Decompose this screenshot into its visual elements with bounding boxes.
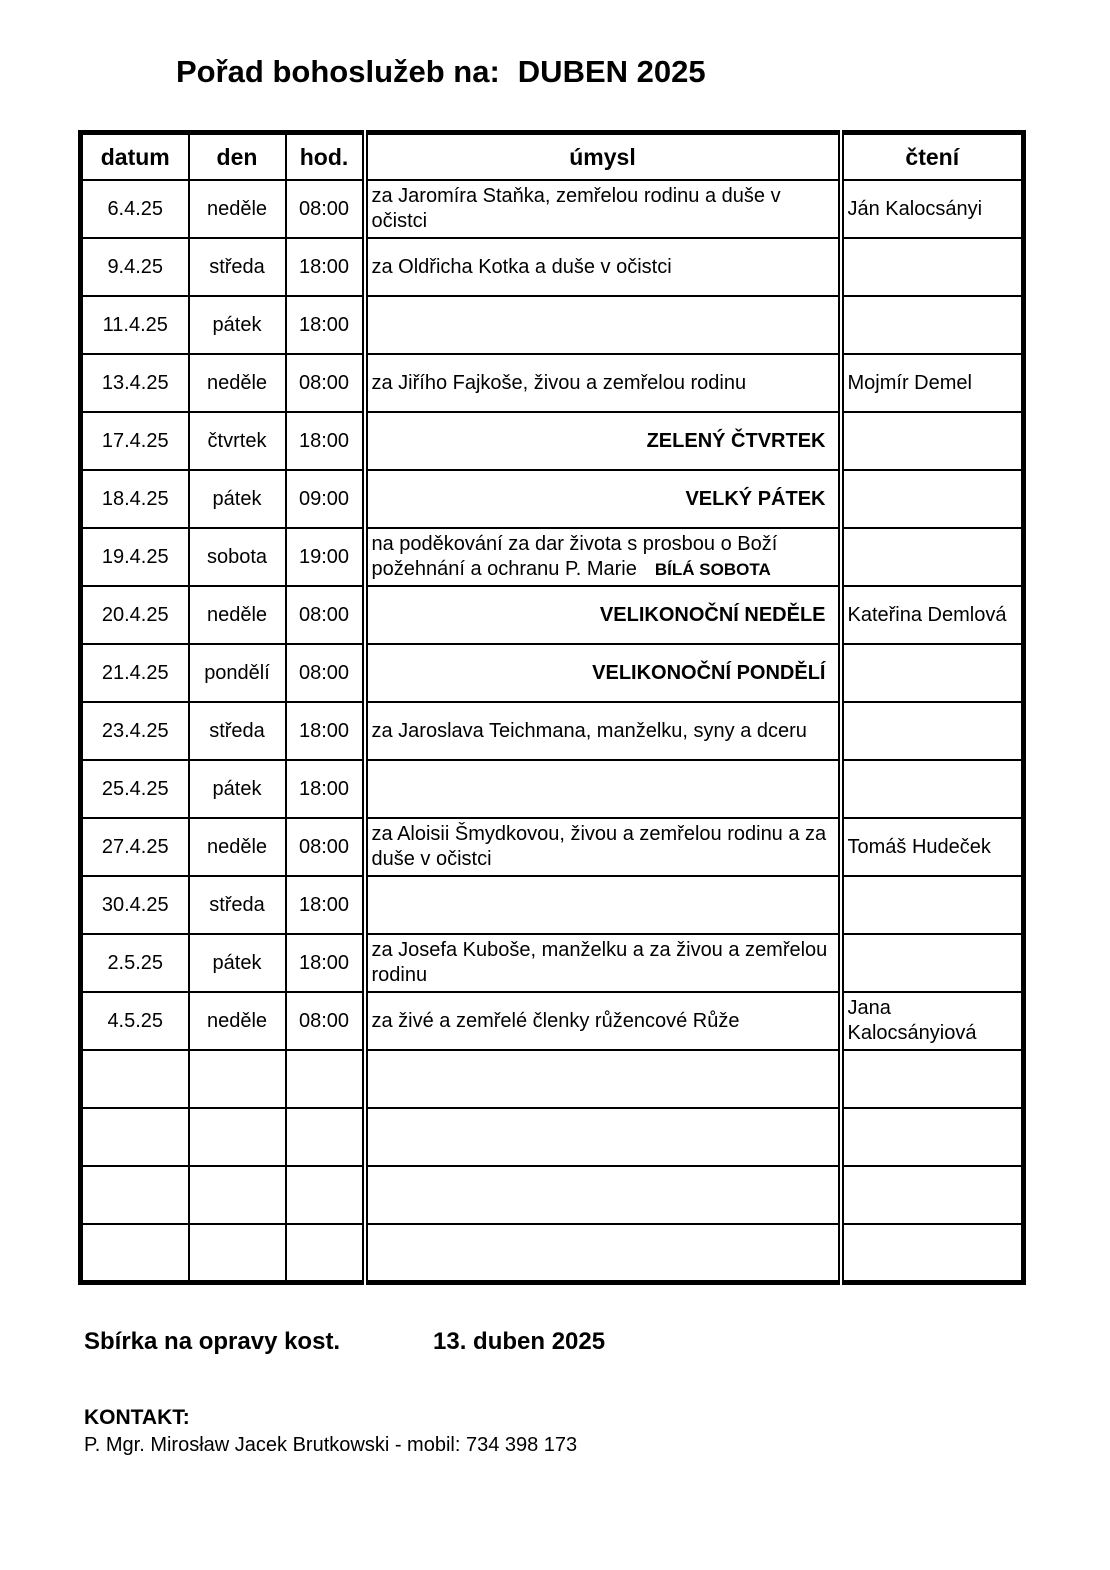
schedule-table (78, 130, 1026, 1285)
cell-hod: 08:00 (286, 992, 365, 1050)
cell-den: pondělí (189, 644, 286, 702)
table-row (81, 180, 1024, 238)
cell-umysl: za Jaromíra Staňka, zemřelou rodinu a duše v očistci (365, 180, 841, 238)
contact-heading: KONTAKT: (84, 1406, 190, 1429)
table-row (81, 528, 1024, 586)
cell-datum: 25.4.25 (81, 760, 189, 818)
cell-den: neděle (189, 992, 286, 1050)
cell-umysl (365, 1224, 841, 1282)
umysl-text: na poděkování za dar života s prosbou o Boží požehnání a ochranu P. Marie (371, 533, 778, 580)
table-row (81, 760, 1024, 818)
contact-line: P. Mgr. Mirosław Jacek Brutkowski - mobil: 734 398 173 (84, 1434, 578, 1456)
cell-hod: 18:00 (286, 238, 365, 296)
cell-datum: 6.4.25 (81, 180, 189, 238)
cell-hod (286, 1050, 365, 1108)
collection-note (84, 1328, 606, 1356)
cell-umysl: ZELENÝ ČTVRTEK (365, 412, 841, 470)
cell-umysl (365, 1108, 841, 1166)
cell-umysl: za Josefa Kuboše, manželku a za živou a zemřelou rodinu (365, 934, 841, 992)
cell-cteni (841, 702, 1024, 760)
table-row (81, 1166, 1024, 1224)
cell-umysl (365, 876, 841, 934)
cell-cteni: Mojmír Demel (841, 354, 1024, 412)
table-row (81, 470, 1024, 528)
cell-umysl (365, 296, 841, 354)
cell-datum: 11.4.25 (81, 296, 189, 354)
cell-cteni (841, 1108, 1024, 1166)
cell-den: neděle (189, 180, 286, 238)
cell-cteni (841, 412, 1024, 470)
cell-datum: 19.4.25 (81, 528, 189, 586)
table-row (81, 992, 1024, 1050)
umysl-note: BÍLÁ SOBOTA (654, 560, 771, 579)
header-umysl: úmysl (365, 133, 841, 181)
cell-cteni: Ján Kalocsányi (841, 180, 1024, 238)
cell-den: neděle (189, 586, 286, 644)
cell-datum (81, 1224, 189, 1282)
cell-hod: 18:00 (286, 760, 365, 818)
table-row (81, 644, 1024, 702)
table-row (81, 876, 1024, 934)
cell-hod (286, 1166, 365, 1224)
table-row (81, 1224, 1024, 1282)
cell-hod: 18:00 (286, 296, 365, 354)
cell-cteni (841, 1166, 1024, 1224)
title-month: DUBEN 2025 (517, 54, 706, 89)
cell-cteni (841, 470, 1024, 528)
cell-umysl: za Aloisii Šmydkovou, živou a zemřelou rodinu a za duše v očistci (365, 818, 841, 876)
cell-umysl (365, 528, 841, 586)
cell-umysl: VELKÝ PÁTEK (365, 470, 841, 528)
cell-datum (81, 1166, 189, 1224)
cell-den: neděle (189, 354, 286, 412)
cell-datum: 17.4.25 (81, 412, 189, 470)
cell-den: sobota (189, 528, 286, 586)
cell-cteni (841, 876, 1024, 934)
cell-den (189, 1050, 286, 1108)
title-prefix: Pořad bohoslužeb na: (176, 54, 500, 89)
cell-hod: 19:00 (286, 528, 365, 586)
cell-cteni: Tomáš Hudeček (841, 818, 1024, 876)
cell-den: středa (189, 238, 286, 296)
cell-den: pátek (189, 934, 286, 992)
cell-cteni (841, 238, 1024, 296)
cell-umysl: VELIKONOČNÍ PONDĚLÍ (365, 644, 841, 702)
cell-cteni (841, 760, 1024, 818)
cell-cteni: Kateřina Demlová (841, 586, 1024, 644)
cell-hod: 18:00 (286, 702, 365, 760)
cell-datum: 27.4.25 (81, 818, 189, 876)
cell-datum: 4.5.25 (81, 992, 189, 1050)
cell-umysl (365, 760, 841, 818)
cell-datum: 18.4.25 (81, 470, 189, 528)
cell-datum: 13.4.25 (81, 354, 189, 412)
cell-umysl: za Jiřího Fajkoše, živou a zemřelou rodinu (365, 354, 841, 412)
cell-den: středa (189, 702, 286, 760)
header-den: den (189, 133, 286, 181)
cell-datum: 2.5.25 (81, 934, 189, 992)
cell-datum: 23.4.25 (81, 702, 189, 760)
cell-umysl: za Oldřicha Kotka a duše v očistci (365, 238, 841, 296)
table-row (81, 238, 1024, 296)
cell-hod: 08:00 (286, 180, 365, 238)
cell-umysl: za Jaroslava Teichmana, manželku, syny a dceru (365, 702, 841, 760)
table-row (81, 586, 1024, 644)
cell-hod: 09:00 (286, 470, 365, 528)
cell-hod: 08:00 (286, 354, 365, 412)
table-row (81, 1108, 1024, 1166)
cell-hod: 18:00 (286, 934, 365, 992)
cell-hod: 18:00 (286, 412, 365, 470)
cell-cteni: Jana Kalocsányiová (841, 992, 1024, 1050)
cell-hod (286, 1108, 365, 1166)
header-cteni: čtení (841, 133, 1024, 181)
cell-cteni (841, 528, 1024, 586)
cell-hod: 08:00 (286, 586, 365, 644)
cell-umysl (365, 1166, 841, 1224)
cell-den: pátek (189, 296, 286, 354)
table-row (81, 354, 1024, 412)
table-row (81, 296, 1024, 354)
cell-datum (81, 1050, 189, 1108)
table-row (81, 934, 1024, 992)
cell-umysl: VELIKONOČNÍ NEDĚLE (365, 586, 841, 644)
collection-label: Sbírka na opravy kost. (84, 1328, 341, 1355)
cell-datum: 30.4.25 (81, 876, 189, 934)
cell-umysl: za živé a zemřelé členky růžencové Růže (365, 992, 841, 1050)
cell-den (189, 1224, 286, 1282)
table-row (81, 412, 1024, 470)
cell-datum: 20.4.25 (81, 586, 189, 644)
cell-den (189, 1166, 286, 1224)
cell-hod: 08:00 (286, 818, 365, 876)
cell-datum: 9.4.25 (81, 238, 189, 296)
cell-datum: 21.4.25 (81, 644, 189, 702)
cell-den: pátek (189, 470, 286, 528)
cell-den: neděle (189, 818, 286, 876)
cell-umysl (365, 1050, 841, 1108)
cell-den (189, 1108, 286, 1166)
table-header-row (81, 133, 1024, 181)
table-row (81, 1050, 1024, 1108)
table-row (81, 702, 1024, 760)
header-datum: datum (81, 133, 189, 181)
cell-cteni (841, 644, 1024, 702)
header-hod: hod. (286, 133, 365, 181)
cell-cteni (841, 1224, 1024, 1282)
cell-hod: 08:00 (286, 644, 365, 702)
cell-cteni (841, 296, 1024, 354)
table-row (81, 818, 1024, 876)
cell-hod (286, 1224, 365, 1282)
cell-den: čtvrtek (189, 412, 286, 470)
cell-datum (81, 1108, 189, 1166)
collection-date: 13. duben 2025 (433, 1328, 606, 1355)
cell-hod: 18:00 (286, 876, 365, 934)
cell-den: pátek (189, 760, 286, 818)
cell-cteni (841, 934, 1024, 992)
page-title (176, 54, 706, 90)
cell-den: středa (189, 876, 286, 934)
cell-cteni (841, 1050, 1024, 1108)
